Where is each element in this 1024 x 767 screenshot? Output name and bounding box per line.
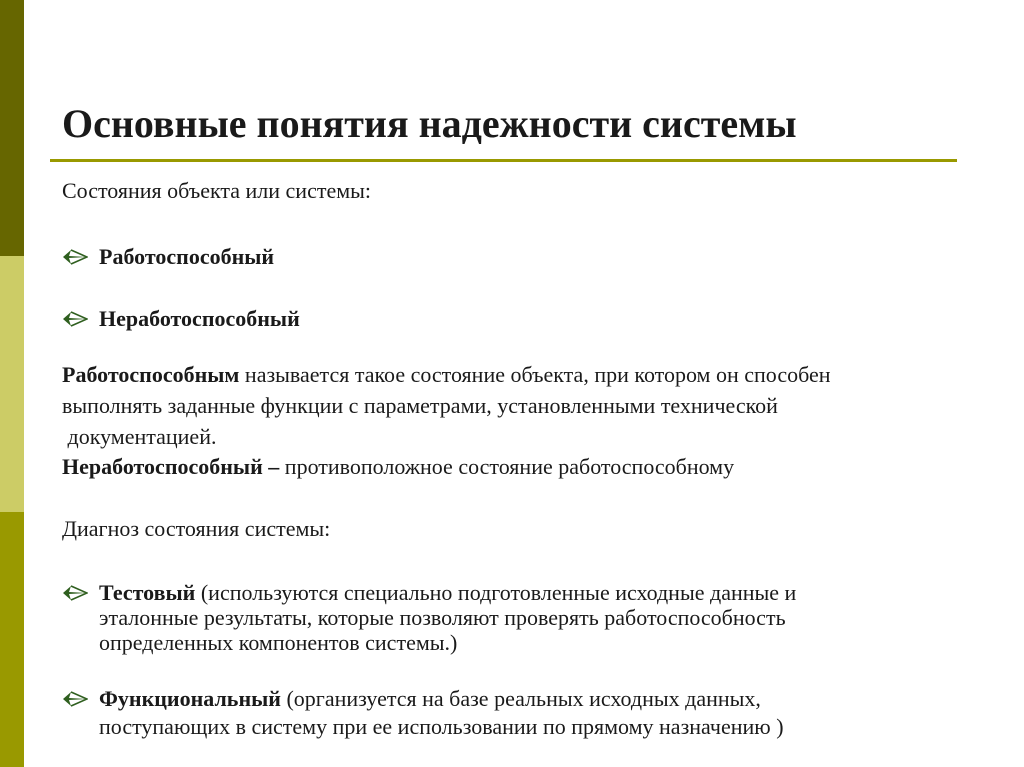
definition-text: называется такое состояние объекта, при котором он способен: [239, 362, 831, 387]
diagnosis-line3: определенных компонентов системы.): [99, 630, 458, 655]
diagnosis-line1: [99, 686, 761, 712]
arrow-bullet-icon: [62, 688, 88, 710]
slide-title: Основные понятия надежности системы: [62, 101, 797, 146]
definition-operable-line2: выполнять заданные функции с параметрами, установленными технической: [62, 393, 778, 418]
definition-inoperable: [62, 454, 734, 480]
definition-term: Неработоспособный –: [62, 454, 280, 479]
side-bar-top: [0, 0, 24, 256]
title-underline: [50, 159, 957, 162]
side-bar-bottom: [0, 512, 24, 767]
side-bar-middle: [0, 256, 24, 512]
arrow-bullet-icon: [62, 308, 88, 330]
definition-term: Работоспособным: [62, 362, 240, 387]
diagnosis-term: Функциональный: [99, 686, 281, 711]
diagnosis-text: (организуется на базе реальных исходных данных,: [280, 686, 761, 711]
diagnosis-term: Тестовый: [99, 580, 196, 605]
diagnosis-line2: эталонные результаты, которые позволяют проверять работоспособность: [99, 605, 786, 630]
state-label: Работоспособный: [99, 244, 275, 269]
arrow-bullet-icon: [62, 246, 88, 268]
arrow-bullet-icon: [62, 582, 88, 604]
definition-operable-line1: [62, 362, 831, 388]
diagnosis-line2: поступающих в систему при ее использовании по прямому назначению ): [99, 714, 784, 739]
definition-operable-line3: документацией.: [62, 424, 217, 449]
states-heading: Состояния объекта или системы:: [62, 178, 372, 203]
diagnosis-text: (используются специально подготовленные исходные данные и: [195, 580, 797, 605]
diagnosis-line1: [99, 580, 796, 606]
state-label: Неработоспособный: [99, 306, 300, 331]
diagnosis-heading: Диагноз состояния системы:: [62, 516, 331, 541]
definition-text: противоположное состояние работоспособному: [279, 454, 735, 479]
